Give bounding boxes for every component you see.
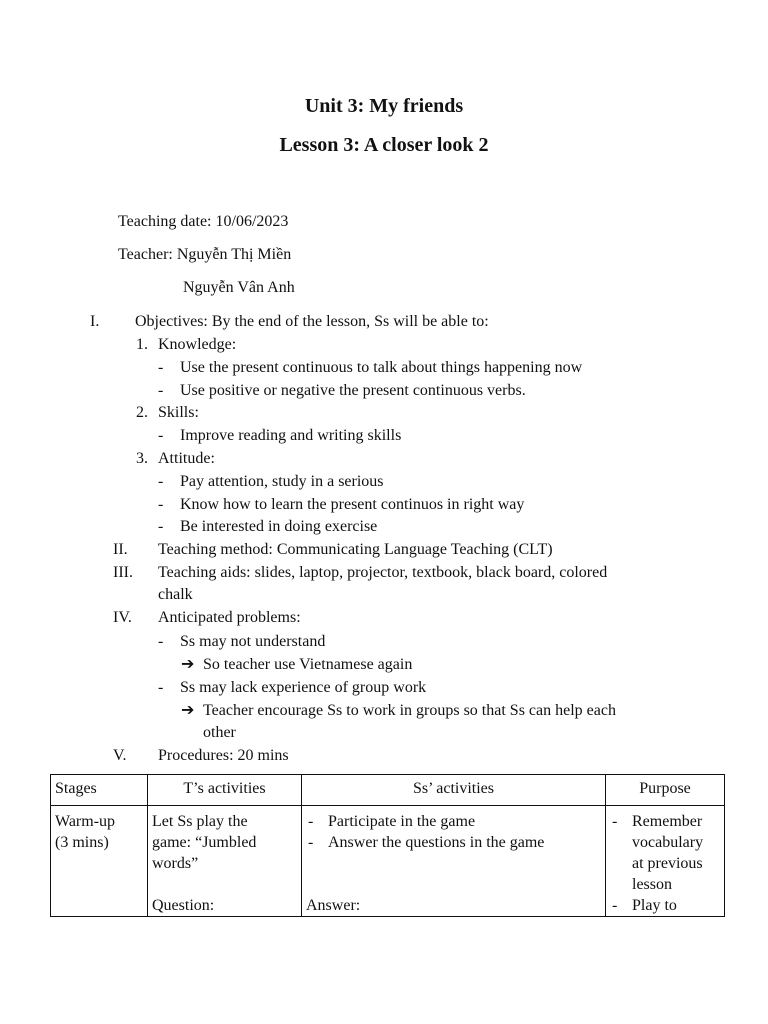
- attitude-item: Know how to learn the present continuos in right way: [180, 496, 525, 513]
- bullet-dash: -: [158, 473, 164, 490]
- attitude-item: Be interested in doing exercise: [180, 518, 378, 535]
- bullet-dash: -: [612, 813, 618, 830]
- header-teacher-activities: T’s activities: [148, 775, 302, 806]
- solution-item-cont: other: [203, 724, 236, 741]
- bullet-dash: -: [612, 897, 618, 914]
- purpose-cell: [606, 806, 725, 917]
- anticipated-problems-heading: Anticipated problems:: [158, 609, 301, 626]
- section-number-v: V.: [113, 747, 127, 764]
- bullet-dash: -: [158, 359, 164, 376]
- knowledge-number: 1.: [136, 336, 148, 353]
- teacher-activity-cell: [148, 806, 302, 917]
- solution-item: Teacher encourage Ss to work in groups so that Ss can help each: [203, 702, 616, 719]
- teacher-question-label: Question:: [152, 897, 215, 914]
- skills-number: 2.: [136, 404, 148, 421]
- bullet-dash: -: [308, 813, 314, 830]
- bullet-dash: -: [158, 427, 164, 444]
- students-activity-text: Participate in the game: [328, 813, 476, 830]
- bullet-dash: -: [158, 679, 164, 696]
- solution-item: So teacher use Vietnamese again: [203, 656, 413, 673]
- procedures-table: [50, 774, 725, 917]
- teaching-aids: Teaching aids: slides, laptop, projector, textbook, black board, colored: [158, 564, 608, 581]
- attitude-heading: Attitude:: [158, 450, 215, 467]
- procedures-heading: Procedures: 20 mins: [158, 747, 289, 764]
- bullet-dash: -: [158, 633, 164, 650]
- attitude-item: Pay attention, study in a serious: [180, 473, 384, 490]
- teaching-method: Teaching method: Communicating Language Teaching (CLT): [158, 541, 553, 558]
- purpose-text: at previous: [632, 855, 703, 872]
- teacher-activity-line: words”: [152, 855, 199, 872]
- problem-item: Ss may lack experience of group work: [180, 679, 427, 696]
- skills-heading: Skills:: [158, 404, 199, 421]
- teacher-activity-line: Let Ss play the: [152, 813, 248, 830]
- purpose-text: lesson: [632, 876, 672, 893]
- knowledge-item: Use the present continuous to talk about things happening now: [180, 359, 583, 376]
- arrow-icon: ➔: [181, 656, 195, 673]
- students-activity-item: [306, 832, 601, 853]
- section-number-ii: II.: [113, 541, 128, 558]
- skills-item: Improve reading and writing skills: [180, 427, 402, 444]
- purpose-item-cont: [610, 832, 720, 853]
- bullet-dash: -: [158, 518, 164, 535]
- purpose-item: [610, 895, 720, 916]
- stage-cell: [51, 806, 148, 917]
- students-activity-text: Answer the questions in the game: [328, 834, 545, 851]
- knowledge-heading: Knowledge:: [158, 336, 237, 353]
- header-students-activities: Ss’ activities: [302, 775, 606, 806]
- purpose-text: Play to: [632, 897, 677, 914]
- bullet-dash: -: [308, 834, 314, 851]
- table-row: [51, 806, 725, 917]
- purpose-item: [610, 811, 720, 832]
- stage-duration: (3 mins): [55, 834, 109, 851]
- bullet-dash: -: [158, 496, 164, 513]
- section-number-iv: IV.: [113, 609, 132, 626]
- problem-item: Ss may not understand: [180, 633, 326, 650]
- section-number-iii: III.: [113, 564, 133, 581]
- purpose-text: Remember: [632, 813, 703, 830]
- students-answer-label: Answer:: [306, 897, 361, 914]
- students-activity-item: [306, 811, 601, 832]
- teacher-second: Nguyễn Vân Anh: [183, 279, 295, 296]
- knowledge-item: Use positive or negative the present continuous verbs.: [180, 382, 526, 399]
- teaching-date: Teaching date: 10/06/2023: [118, 213, 289, 230]
- students-activity-cell: [302, 806, 606, 917]
- teacher-line: Teacher: Nguyễn Thị Miền: [118, 246, 292, 263]
- header-purpose: Purpose: [606, 775, 725, 806]
- arrow-icon: ➔: [181, 702, 195, 719]
- section-number-i: I.: [90, 313, 100, 330]
- purpose-item-cont: [610, 874, 720, 895]
- purpose-text: vocabulary: [632, 834, 704, 851]
- attitude-number: 3.: [136, 450, 148, 467]
- purpose-item-cont: [610, 853, 720, 874]
- teaching-aids-cont: chalk: [158, 586, 193, 603]
- lesson-title: Lesson 3: A closer look 2: [279, 134, 489, 156]
- teacher-activity-line: game: “Jumbled: [152, 834, 257, 851]
- stage-name: Warm-up: [55, 813, 116, 830]
- objectives-heading: Objectives: By the end of the lesson, Ss will be able to:: [135, 313, 489, 330]
- table-header-row: [51, 775, 725, 806]
- bullet-dash: -: [158, 382, 164, 399]
- header-stages: Stages: [51, 775, 148, 806]
- unit-title: Unit 3: My friends: [304, 95, 464, 117]
